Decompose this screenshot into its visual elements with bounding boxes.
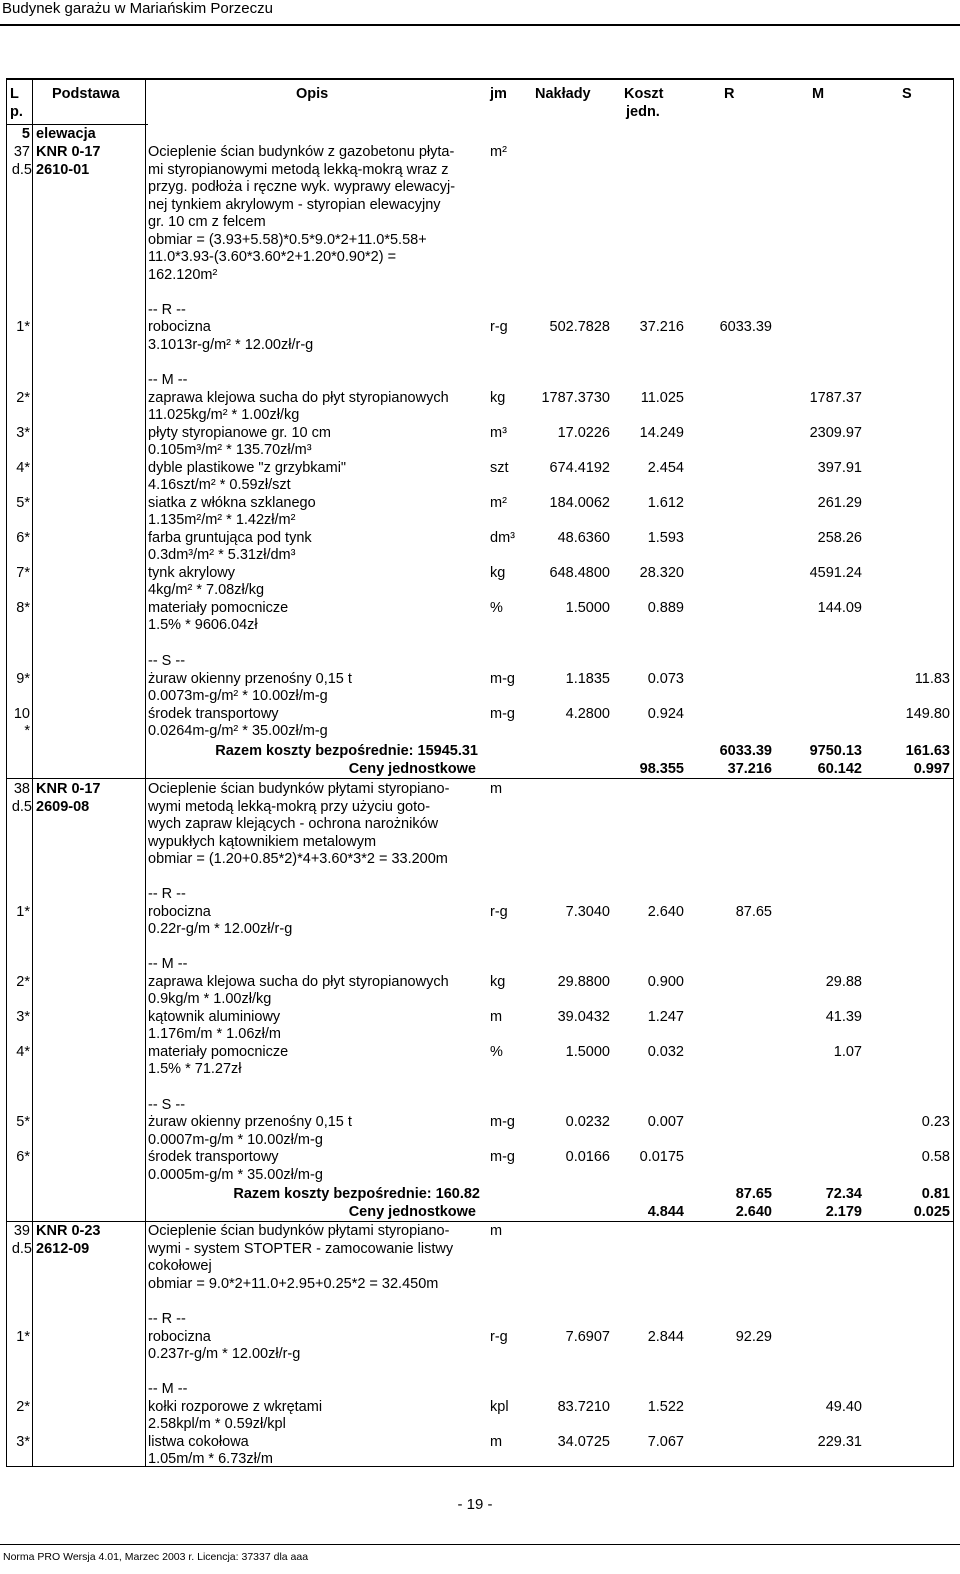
resource-unit-cost: 0.032 [647,1044,684,1060]
resource-norm: 0.0264m-g/m² * 35.00zł/m-g [148,723,328,739]
resource-norm: 2.58kpl/m * 0.59zł/kpl [148,1416,286,1432]
col-header-jedn: jedn. [626,104,660,120]
resource-norm: 11.025kg/m² * 1.00zł/kg [148,407,300,423]
resource-number: 7* [16,565,30,581]
resource-unit: m-g [490,1114,515,1130]
resource-unit: kg [490,974,506,990]
resource-name: robocizna [148,1329,211,1345]
resource-quantity: 7.3040 [565,904,610,920]
position-base-code: 2612-09 [36,1241,90,1257]
resource-unit-cost: 37.216 [639,319,684,335]
resource-number: 3* [16,1434,30,1450]
resource-number: 1* [16,904,30,920]
position-separator [6,778,954,779]
resource-material-cost: 2309.97 [809,425,862,441]
direct-costs-total: Razem koszty bezpośrednie: 15945.31 [215,743,478,759]
resource-norm: 1.5% * 71.27zł [148,1061,242,1077]
resource-norm: 0.9kg/m * 1.00zł/kg [148,991,272,1007]
resource-equipment-cost: 0.23 [921,1114,950,1130]
resource-name: żuraw okienny przenośny 0,15 t [148,1114,352,1130]
resource-name: kołki rozporowe z wkrętami [148,1399,323,1415]
resource-name: materiały pomocnicze [148,1044,289,1060]
unit-price-total: 4.844 [647,1204,684,1220]
document-title: Budynek garażu w Mariańskim Porzeczu [2,0,273,17]
resource-name: listwa cokołowa [148,1434,249,1450]
position-base-code: 2609-08 [36,799,90,815]
resource-name: dyble plastikowe "z grzybkami" [148,460,347,476]
resource-unit: kg [490,390,506,406]
resource-norm: 3.1013r-g/m² * 12.00zł/r-g [148,337,314,353]
total-labor: 6033.39 [719,743,772,759]
col-header-s: S [902,86,912,102]
position-number: 37 [13,144,30,160]
resource-number: 1* [16,319,30,335]
col-header-opis: Opis [296,86,329,102]
resource-number: 6* [16,1149,30,1165]
resource-number: 8* [16,600,30,616]
description-line: Ocieplenie ścian budynków płytami styropiano- [148,1223,450,1239]
table-border-right [953,79,954,1467]
col-header-naklady: Nakłady [535,86,591,102]
resource-quantity: 1.5000 [565,1044,610,1060]
col-header-r: R [724,86,735,102]
position-base: KNR 0-17 [36,781,101,797]
resource-material-cost: 229.31 [817,1434,862,1450]
resource-equipment-cost: 149.80 [905,706,950,722]
resource-name: środek transportowy [148,706,279,722]
resource-unit-cost: 0.0175 [639,1149,684,1165]
resource-material-cost: 258.26 [817,530,862,546]
labor-heading: -- R -- [148,1311,186,1327]
resource-name: środek transportowy [148,1149,279,1165]
resource-quantity: 674.4192 [549,460,610,476]
description-line: Ocieplenie ścian budynków płytami styropiano- [148,781,450,797]
resource-norm: 1.5% * 9606.04zł [148,617,258,633]
description-line: gr. 10 cm z felcem [148,214,266,230]
resource-material-cost: 4591.24 [809,565,862,581]
position-unit: m [490,781,503,797]
resource-material-cost: 49.40 [825,1399,862,1415]
resource-norm: 0.105m³/m² * 135.70zł/m³ [148,442,312,458]
position-base: KNR 0-23 [36,1223,101,1239]
resource-quantity: 1787.3730 [541,390,610,406]
resource-number: 10 [13,706,30,722]
description-line: Ocieplenie ścian budynków z gazobetonu płyta- [148,144,455,160]
resource-unit: r-g [490,904,508,920]
resource-unit: m-g [490,671,515,687]
resource-unit-cost: 1.522 [647,1399,684,1415]
description-line: wymi metodą lekką-mokrą przy użyciu goto- [148,799,431,815]
resource-norm: 0.22r-g/m * 12.00zł/r-g [148,921,293,937]
resource-labor-cost: 92.29 [735,1329,772,1345]
resource-unit: m [490,1434,503,1450]
description-line: obmiar = (1.20+0.85*2)*4+3.60*3*2 = 33.200m [148,851,448,867]
position-number: 39 [13,1223,30,1239]
resource-labor-cost: 6033.39 [719,319,772,335]
resource-quantity: 39.0432 [557,1009,610,1025]
description-line: nej tynkiem akrylowym - styropian elewacyjny [148,197,441,213]
resource-quantity: 1.1835 [565,671,610,687]
description-line: obmiar = (3.93+5.58)*0.5*9.0*2+11.0*5.58+ [148,232,427,248]
labor-heading: -- R -- [148,302,186,318]
equipment-heading: -- S -- [148,653,186,669]
position-unit: m [490,1223,503,1239]
resource-material-cost: 41.39 [825,1009,862,1025]
table-top-rule [6,78,954,80]
resource-number: 3* [16,1009,30,1025]
resource-quantity: 0.0166 [565,1149,610,1165]
header-rule [0,24,960,26]
materials-heading: -- M -- [148,1381,188,1397]
resource-labor-cost: 87.65 [735,904,772,920]
resource-material-cost: 1.07 [833,1044,862,1060]
resource-material-cost: 1787.37 [809,390,862,406]
resource-norm: 1.176m/m * 1.06zł/m [148,1026,281,1042]
resource-name: siatka z włókna szklanego [148,495,316,511]
resource-number: 2* [16,1399,30,1415]
resource-unit: dm³ [490,530,515,546]
resource-number: 5* [16,495,30,511]
materials-heading: -- M -- [148,372,188,388]
resource-material-cost: 261.29 [817,495,862,511]
unit-price-equipment: 0.025 [913,1204,950,1220]
resource-quantity: 648.4800 [549,565,610,581]
unit-price-material: 2.179 [825,1204,862,1220]
resource-unit: m² [490,495,507,511]
resource-unit-cost: 7.067 [647,1434,684,1450]
resource-unit-cost: 2.454 [647,460,684,476]
resource-unit-cost: 14.249 [639,425,684,441]
resource-quantity: 34.0725 [557,1434,610,1450]
materials-heading: -- M -- [148,956,188,972]
resource-material-cost: 397.91 [817,460,862,476]
resource-unit: m-g [490,706,515,722]
resource-unit: % [490,1044,503,1060]
col-header-jm: jm [490,86,507,102]
resource-material-cost: 29.88 [825,974,862,990]
resource-quantity: 502.7828 [549,319,610,335]
resource-unit: m³ [490,425,507,441]
position-separator [6,1221,954,1222]
description-line: 162.120m² [148,267,218,283]
footer-rule [0,1544,960,1545]
resource-norm: 0.0073m-g/m² * 10.00zł/m-g [148,688,328,704]
resource-name: płyty styropianowe gr. 10 cm [148,425,331,441]
description-line: przyg. podłoża i ręczne wyk. wyprawy elewacyj- [148,179,456,195]
description-line: wymi - system STOPTER - zamocowanie listwy [148,1241,454,1257]
resource-name: zaprawa klejowa sucha do płyt styropianowych [148,974,449,990]
resource-unit-cost: 28.320 [639,565,684,581]
resource-unit: kg [490,565,506,581]
resource-name: kątownik aluminiowy [148,1009,281,1025]
resource-number: 1* [16,1329,30,1345]
unit-price-total: 98.355 [639,761,684,777]
resource-norm: 0.0007m-g/m * 10.00zł/m-g [148,1132,323,1148]
total-equipment: 161.63 [905,743,950,759]
total-equipment: 0.81 [921,1186,950,1202]
labor-heading: -- R -- [148,886,186,902]
resource-name: materiały pomocnicze [148,600,289,616]
col-header-m: M [812,86,825,102]
resource-unit-cost: 0.900 [647,974,684,990]
resource-norm: 0.0005m-g/m * 35.00zł/m-g [148,1167,323,1183]
resource-unit-cost: 0.073 [647,671,684,687]
resource-unit: r-g [490,1329,508,1345]
resource-quantity: 7.6907 [565,1329,610,1345]
resource-number: 9* [16,671,30,687]
col-header-l: L [10,86,19,102]
resource-name: robocizna [148,904,211,920]
resource-quantity: 17.0226 [557,425,610,441]
resource-unit: kpl [490,1399,509,1415]
resource-number: 5* [16,1114,30,1130]
section-number: 5 [21,126,30,142]
unit-price-labor: 37.216 [727,761,772,777]
resource-number: 2* [16,390,30,406]
unit-price-material: 60.142 [817,761,862,777]
total-material: 72.34 [825,1186,862,1202]
resource-name: zaprawa klejowa sucha do płyt styropianowych [148,390,449,406]
resource-unit: % [490,600,503,616]
resource-norm: 4kg/m² * 7.08zł/kg [148,582,265,598]
resource-norm: 0.3dm³/m² * 5.31zł/dm³ [148,547,296,563]
position-base: KNR 0-17 [36,144,101,160]
table-border-left [6,79,7,1467]
section-name: elewacja [36,126,96,142]
resource-name: żuraw okienny przenośny 0,15 t [148,671,352,687]
description-line: mi styropianowymi metodą lekką-mokrą wraz z [148,162,449,178]
resource-quantity: 4.2800 [565,706,610,722]
position-number: 38 [13,781,30,797]
resource-quantity: 48.6360 [557,530,610,546]
resource-number: 4* [16,460,30,476]
resource-number-suffix: * [24,723,30,739]
position-unit: m² [490,144,507,160]
resource-unit-cost: 0.007 [647,1114,684,1130]
resource-name: farba gruntująca pod tynk [148,530,312,546]
description-line: obmiar = 9.0*2+11.0+2.95+0.25*2 = 32.450m [148,1276,439,1292]
col-header-p: p. [10,104,23,120]
col-header-podstawa: Podstawa [52,86,120,102]
resource-unit-cost: 0.889 [647,600,684,616]
resource-unit-cost: 1.612 [647,495,684,511]
description-line: wych zapraw klejących - ochrona narożników [148,816,439,832]
resource-number: 2* [16,974,30,990]
resource-unit: r-g [490,319,508,335]
resource-quantity: 83.7210 [557,1399,610,1415]
resource-unit-cost: 1.593 [647,530,684,546]
resource-norm: 1.05m/m * 6.73zł/m [148,1451,273,1467]
resource-quantity: 1.5000 [565,600,610,616]
resource-unit: m [490,1009,503,1025]
resource-number: 6* [16,530,30,546]
unit-prices-label: Ceny jednostkowe [348,1204,476,1220]
unit-price-equipment: 0.997 [913,761,950,777]
resource-equipment-cost: 0.58 [921,1149,950,1165]
resource-unit: szt [490,460,509,476]
header-bottom-rule [6,124,148,125]
resource-unit-cost: 1.247 [647,1009,684,1025]
resource-equipment-cost: 11.83 [914,671,950,687]
resource-unit-cost: 2.640 [647,904,684,920]
resource-name: robocizna [148,319,211,335]
resource-quantity: 184.0062 [549,495,610,511]
position-base-code: 2610-01 [36,162,90,178]
resource-number: 3* [16,425,30,441]
software-footer: Norma PRO Wersja 4.01, Marzec 2003 r. Licencja: 37337 dla aaa [3,1551,309,1563]
unit-prices-label: Ceny jednostkowe [348,761,476,777]
total-labor: 87.65 [735,1186,772,1202]
equipment-heading: -- S -- [148,1097,186,1113]
resource-unit-cost: 0.924 [647,706,684,722]
resource-unit-cost: 11.025 [640,390,684,406]
description-line: 11.0*3.93-(3.60*3.60*2+1.20*0.90*2) = [148,249,397,265]
resource-material-cost: 144.09 [817,600,862,616]
resource-quantity: 0.0232 [565,1114,610,1130]
col-header-koszt: Koszt [624,86,664,102]
resource-unit-cost: 2.844 [647,1329,684,1345]
direct-costs-total: Razem koszty bezpośrednie: 160.82 [233,1186,480,1202]
resource-name: tynk akrylowy [148,565,236,581]
resource-norm: 0.237r-g/m * 12.00zł/r-g [148,1346,301,1362]
resource-number: 4* [16,1044,30,1060]
resource-norm: 1.135m²/m² * 1.42zł/m² [148,512,296,528]
resource-quantity: 29.8800 [557,974,610,990]
resource-unit: m-g [490,1149,515,1165]
description-line: wypukłych kątownikiem metalowym [148,834,377,850]
resource-norm: 4.16szt/m² * 0.59zł/szt [148,477,291,493]
col-divider-lp [32,79,33,1467]
page-number: - 19 - [457,1496,493,1513]
description-line: cokołowej [148,1258,212,1274]
position-chapter: d.5 [11,1241,32,1257]
unit-price-labor: 2.640 [735,1204,772,1220]
position-chapter: d.5 [11,799,32,815]
position-chapter: d.5 [11,162,32,178]
total-material: 9750.13 [809,743,862,759]
